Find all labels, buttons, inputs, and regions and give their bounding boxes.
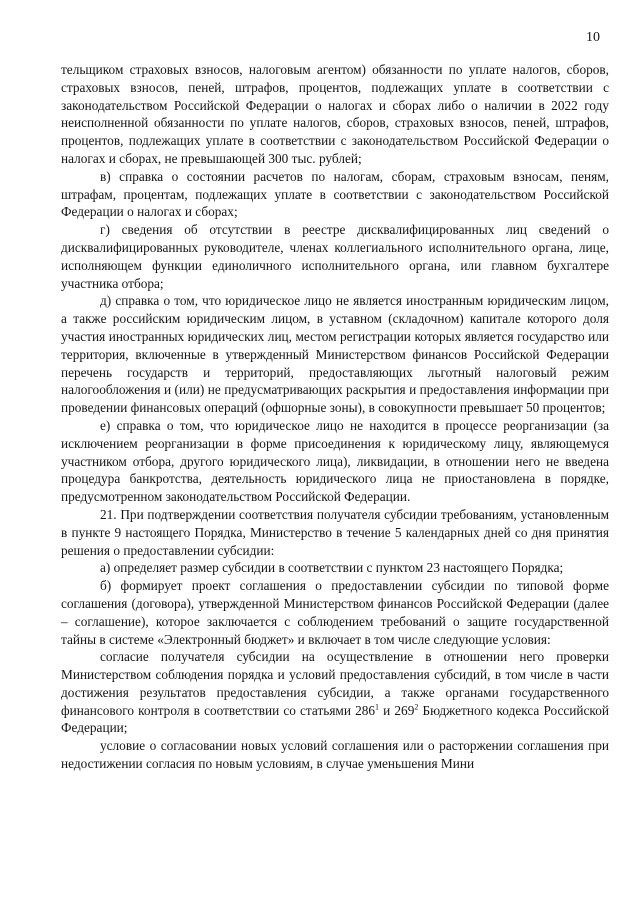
footnote-superscript-1: 1 [375,702,380,712]
paragraph-clause-21: 21. При подтверждении соответствия получателя субсидии требованиям, установленным в пункте 9 настоящего Порядка, Министерство в течение 5 календарных дней со дня принятия решения о предоставлении субсидии: [61,506,609,558]
footnote-superscript-2: 2 [414,702,419,712]
paragraph-last: условие о согласовании новых условий соглашения или о расторжении соглашения при недостижении согласия по новым условиям, в случае уменьшения Мини [61,738,609,772]
page-number: 10 [586,30,600,45]
paragraph-item-a: а) определяет размер субсидии в соответствии с пунктом 23 настоящего Порядка; [100,560,564,576]
audit-text-c: Бюджетного кодекса Российской Федерации; [61,702,609,736]
paragraph-item-v: в) справка о состоянии расчетов по налогам, сборам, страховым взносам, пеням, штрафам, процентам, подлежащих уплате в соответствии с законодательством Российской Федерации о налогах и сборах; [61,168,609,220]
paragraph-item-d: д) справка о том, что юридическое лицо не является иностранным юридическим лицом, а также российским юридическим лицом, в уставном (складочном) капитале которого доля участия иностранных юридических лиц, местом регистрации которых является государство или территория, включенные в утвержденный Министерством финансов Российской Федерации перечень государств и территорий, предоставляющих льготный налоговый режим налогообложения и (или) не предусматривающих раскрытия и предоставления информации при проведении финансовых операций (офшорные зоны), в совокупности превышает 50 процентов; [61,293,609,416]
paragraph-item-g: г) сведения об отсутствии в реестре дисквалифицированных лиц сведений о дисквалифицированных руководителе, членах коллегиального исполнительного органа, лице, исполняющем функции единоличного исполнительного органа, или главном бухгалтере участника отбора; [61,222,609,291]
paragraph-item-e: е) справка о том, что юридическое лицо не находится в процессе реорганизации (за исключением реорганизации в форме присоединения к юридическому лицу, являющемуся участником отбора, другого юридического лица), ликвидации, в отношении него не введена процедура банкротства, деятельность юридического лица не приостановлена в порядке, предусмотренном законодательством Российской Федерации. [61,417,609,505]
paragraph-item-b: б) формирует проект соглашения о предоставлении субсидии по типовой форме соглашения (договора), утвержденной Министерством финансов Российской Федерации (далее – соглашение), которое заключается с соблюдением требований о защите государственной тайны в системе «Электронный бюджет» и включает в том числе следующие условия: [61,578,609,647]
paragraph-continuation: тельщиком страховых взносов, налоговым агентом) обязанности по уплате налогов, сборов, страховых взносов, пеней, штрафов, процентов, подлежащих уплате в соответствии с законодательством Российской Федерации о налогах и сборах либо о наличии в 2022 году неисполненной обязанности по уплате налогов, сборов, страховых взносов, пеней, штрафов, процентов, подлежащих уплате в соответствии с законодательством Российской Федерации о налогах и сборах, не превышающей 300 тыс. рублей; [61,62,609,166]
document-body [61,61,609,773]
audit-text-b: и 269 [379,702,415,718]
audit-text-a: согласие получателя субсидии на осуществление в отношении него проверки Министерством соблюдения порядка и условий предоставления субсидий, в том числе в части достижения результатов предоставления субсидии, а также органами государственного финансового контроля в соответствии со статьями 286 [61,649,609,718]
paragraph-audit-consent [61,648,609,737]
